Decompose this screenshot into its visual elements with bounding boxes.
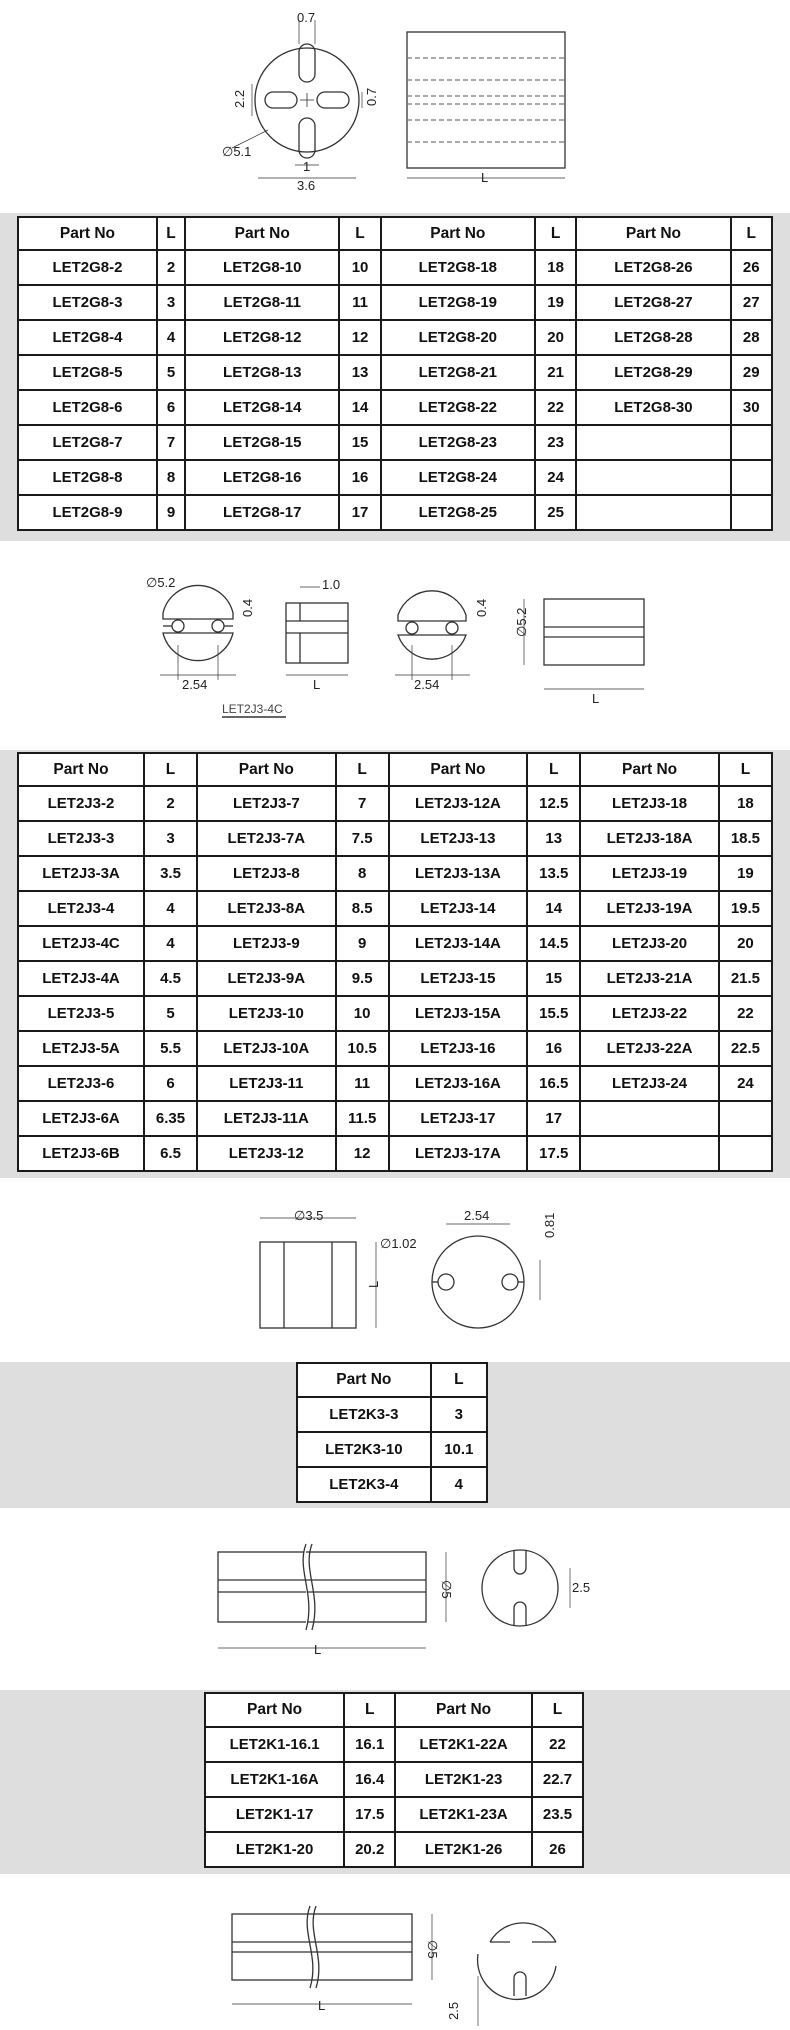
cell-length: 22: [535, 390, 576, 425]
let2g8-side-view: [407, 32, 565, 168]
cell-length: 4: [144, 891, 197, 926]
cell-length: 18: [719, 786, 772, 821]
cell-part-no: LET2G8-22: [381, 390, 535, 425]
let2k1-table: [204, 1692, 584, 1868]
cell-length: 3.5: [144, 856, 197, 891]
table-row: [205, 1727, 583, 1762]
cell-part-no: LET2G8-23: [381, 425, 535, 460]
cell-part-no: LET2J3-16A: [389, 1066, 528, 1101]
dim-slot-width: 0.7: [297, 10, 316, 25]
cell-part-no: LET2J3-6: [18, 1066, 144, 1101]
let2k3-end-view: [432, 1236, 524, 1328]
cell-length: 20.2: [344, 1832, 395, 1867]
cell-part-no: LET2K1-16A: [205, 1762, 344, 1797]
cell-part-no: LET2J3-12: [197, 1136, 336, 1171]
cell-part-no: LET2J3-16: [389, 1031, 528, 1066]
cell-length: 23: [535, 425, 576, 460]
cell-length: 14: [527, 891, 580, 926]
cell-length: 21: [535, 355, 576, 390]
table-row: [18, 1031, 772, 1066]
cell-length: 19.5: [719, 891, 772, 926]
cell-length: [731, 495, 773, 530]
cell-length: 19: [719, 856, 772, 891]
cell-part-no: LET2K3-4: [297, 1467, 431, 1502]
cell-part-no: LET2J3-14: [389, 891, 528, 926]
cell-part-no: LET2G8-20: [381, 320, 535, 355]
cell-length: 10.1: [431, 1432, 487, 1467]
cell-part-no: LET2J3-4: [18, 891, 144, 926]
column-header-part-no: Part No: [389, 753, 528, 786]
cell-part-no: LET2J3-22: [580, 996, 719, 1031]
table-row: [205, 1762, 583, 1797]
column-header-length: L: [535, 217, 576, 250]
dim-length: L: [481, 170, 489, 185]
cell-part-no: LET2J3-11: [197, 1066, 336, 1101]
cell-length: [731, 425, 773, 460]
cell-length: 5: [157, 355, 185, 390]
dim-diameter: ∅5: [439, 1580, 454, 1599]
table-row: [18, 996, 772, 1031]
cell-part-no: LET2G8-21: [381, 355, 535, 390]
cell-length: 18: [535, 250, 576, 285]
cell-length: 3: [144, 821, 197, 856]
column-header-part-no: Part No: [205, 1693, 344, 1727]
cell-part-no: LET2K1-17: [205, 1797, 344, 1832]
cell-part-no: LET2J3-13: [389, 821, 528, 856]
cell-part-no: LET2J3-7A: [197, 821, 336, 856]
let2k3-side-view: [260, 1242, 356, 1328]
table-row: [297, 1432, 487, 1467]
cell-length: 30: [731, 390, 773, 425]
dim-web: 1: [303, 159, 311, 174]
dim-diameter: ∅5.2: [146, 575, 176, 590]
cell-length: 4: [157, 320, 185, 355]
cell-part-no: LET2J3-14A: [389, 926, 528, 961]
dim-slot-height: 2.2: [232, 89, 247, 108]
cell-part-no: LET2J3-5: [18, 996, 144, 1031]
cell-part-no: LET2J3-7: [197, 786, 336, 821]
dim-pitch: 2.5: [446, 2001, 461, 2020]
cell-length: 21.5: [719, 961, 772, 996]
cell-part-no: LET2J3-5A: [18, 1031, 144, 1066]
column-header-part-no: Part No: [576, 217, 730, 250]
column-header-length: L: [532, 1693, 583, 1727]
table-row: [18, 495, 772, 530]
cell-length: 26: [532, 1832, 583, 1867]
cell-part-no: LET2G8-19: [381, 285, 535, 320]
cell-part-no: LET2J3-20: [580, 926, 719, 961]
cell-part-no: LET2J3-2: [18, 786, 144, 821]
dim-length: L: [314, 1642, 322, 1657]
table-row: [18, 285, 772, 320]
cell-length: 8.5: [336, 891, 389, 926]
cell-length: 4: [431, 1467, 487, 1502]
cell-part-no: LET2J3-9A: [197, 961, 336, 996]
cell-length: 20: [535, 320, 576, 355]
cell-length: 11.5: [336, 1101, 389, 1136]
cell-length: 15: [527, 961, 580, 996]
cell-part-no: LET2J3-9: [197, 926, 336, 961]
table-row: [18, 961, 772, 996]
cell-length: 14.5: [527, 926, 580, 961]
table-row: [18, 1136, 772, 1171]
cell-part-no: LET2J3-13A: [389, 856, 528, 891]
column-header-length: L: [336, 753, 389, 786]
cell-part-no: LET2K1-23A: [395, 1797, 532, 1832]
table-row: [18, 856, 772, 891]
dim-diameter: ∅5: [425, 1940, 440, 1959]
cell-length: 16: [527, 1031, 580, 1066]
cell-part-no: LET2J3-15A: [389, 996, 528, 1031]
let2k1-end-view: [482, 1550, 558, 1626]
cell-length: 13: [339, 355, 380, 390]
cell-length: [731, 460, 773, 495]
cell-length: 6.5: [144, 1136, 197, 1171]
dim-pitch: 2.54: [182, 677, 208, 692]
cell-length: 12: [336, 1136, 389, 1171]
cell-part-no: LET2G8-13: [185, 355, 339, 390]
cell-part-no: LET2J3-4C: [18, 926, 144, 961]
dim-diameter: ∅5.1: [222, 144, 252, 159]
table-row: [18, 926, 772, 961]
cell-part-no: LET2J3-10A: [197, 1031, 336, 1066]
column-header-length: L: [144, 753, 197, 786]
column-header-length: L: [339, 217, 380, 250]
dim-width: 3.6: [297, 178, 316, 193]
cell-length: 8: [157, 460, 185, 495]
cell-length: 23.5: [532, 1797, 583, 1832]
table-header-row: [297, 1363, 487, 1397]
cell-part-no: [580, 1136, 719, 1171]
cell-length: 7: [336, 786, 389, 821]
dim-diameter: ∅5.2: [514, 607, 529, 637]
cell-part-no: LET2J3-22A: [580, 1031, 719, 1066]
cell-length: 14: [339, 390, 380, 425]
cell-length: 17: [527, 1101, 580, 1136]
cell-length: 24: [719, 1066, 772, 1101]
column-header-length: L: [344, 1693, 395, 1727]
table-row: [18, 786, 772, 821]
cell-part-no: LET2J3-19A: [580, 891, 719, 926]
table-row: [18, 891, 772, 926]
cell-part-no: LET2G8-25: [381, 495, 535, 530]
cell-part-no: LET2G8-12: [185, 320, 339, 355]
table-row: [18, 821, 772, 856]
cell-length: [719, 1101, 772, 1136]
cell-length: 5.5: [144, 1031, 197, 1066]
cell-length: 4.5: [144, 961, 197, 996]
cell-length: 5: [144, 996, 197, 1031]
cell-part-no: LET2G8-30: [576, 390, 730, 425]
dim-pitch: 2.54: [464, 1208, 490, 1223]
cell-part-no: LET2G8-15: [185, 425, 339, 460]
dim-slot-r: 0.7: [364, 87, 379, 106]
cell-length: 19: [535, 285, 576, 320]
cell-length: 6: [157, 390, 185, 425]
table-row: [18, 355, 772, 390]
cell-part-no: LET2J3-4A: [18, 961, 144, 996]
cell-length: 15: [339, 425, 380, 460]
cell-length: 22.7: [532, 1762, 583, 1797]
column-header-length: L: [719, 753, 772, 786]
dim-pitch: 2.54: [414, 677, 440, 692]
cell-length: 22.5: [719, 1031, 772, 1066]
dim-length: L: [592, 691, 600, 706]
final-side-view: [232, 1914, 412, 1980]
table-header-row: [18, 753, 772, 786]
final-end-view: [490, 1923, 556, 1942]
let2k3-drawing: [0, 1200, 790, 1340]
cell-length: 16.4: [344, 1762, 395, 1797]
cell-part-no: LET2G8-9: [18, 495, 157, 530]
dim-pitch: 2.5: [572, 1580, 591, 1595]
cell-length: 22: [532, 1727, 583, 1762]
cell-length: [719, 1136, 772, 1171]
table-row: [18, 390, 772, 425]
cell-part-no: [576, 460, 730, 495]
cell-length: 10: [339, 250, 380, 285]
table-row: [297, 1467, 487, 1502]
cell-part-no: LET2J3-18: [580, 786, 719, 821]
table-header-row: [205, 1693, 583, 1727]
dim-gap: 0.81: [542, 1212, 557, 1238]
cell-part-no: LET2K3-3: [297, 1397, 431, 1432]
let2k1-side-view: [218, 1552, 426, 1622]
cell-length: 11: [339, 285, 380, 320]
column-header-length: L: [431, 1363, 487, 1397]
column-header-part-no: Part No: [197, 753, 336, 786]
cell-length: 9.5: [336, 961, 389, 996]
table-row: [297, 1397, 487, 1432]
cell-part-no: [580, 1101, 719, 1136]
cell-part-no: LET2G8-11: [185, 285, 339, 320]
cell-part-no: LET2K1-16.1: [205, 1727, 344, 1762]
cell-length: 7.5: [336, 821, 389, 856]
cell-length: 26: [731, 250, 773, 285]
table-header-row: [18, 217, 772, 250]
cell-length: 18.5: [719, 821, 772, 856]
cell-length: 16.5: [527, 1066, 580, 1101]
column-header-part-no: Part No: [18, 217, 157, 250]
cell-length: 6.35: [144, 1101, 197, 1136]
cell-part-no: [576, 495, 730, 530]
cell-part-no: LET2G8-17: [185, 495, 339, 530]
cell-part-no: LET2K1-23: [395, 1762, 532, 1797]
cell-part-no: LET2J3-17A: [389, 1136, 528, 1171]
cell-part-no: LET2J3-6A: [18, 1101, 144, 1136]
cell-part-no: LET2K3-10: [297, 1432, 431, 1467]
cell-part-no: LET2G8-5: [18, 355, 157, 390]
cell-part-no: LET2K1-20: [205, 1832, 344, 1867]
table-row: [205, 1832, 583, 1867]
cell-length: 8: [336, 856, 389, 891]
dim-length: L: [366, 1280, 381, 1288]
cell-part-no: LET2J3-15: [389, 961, 528, 996]
cell-part-no: LET2K1-22A: [395, 1727, 532, 1762]
let2g8-drawing: [0, 0, 790, 205]
dim-hole: ∅1.02: [380, 1236, 417, 1251]
cell-part-no: LET2G8-18: [381, 250, 535, 285]
column-header-part-no: Part No: [18, 753, 144, 786]
column-header-part-no: Part No: [381, 217, 535, 250]
final-drawing: [0, 1896, 790, 2030]
let2j3-drawing: [0, 565, 790, 725]
cell-part-no: LET2G8-27: [576, 285, 730, 320]
let2g8-table: [17, 216, 773, 531]
cell-part-no: LET2J3-8A: [197, 891, 336, 926]
cell-length: 25: [535, 495, 576, 530]
dim-diameter: ∅3.5: [294, 1208, 324, 1223]
cell-length: 15.5: [527, 996, 580, 1031]
cell-length: 12: [339, 320, 380, 355]
column-header-length: L: [731, 217, 773, 250]
cell-length: 7: [157, 425, 185, 460]
column-header-part-no: Part No: [580, 753, 719, 786]
cell-length: 17.5: [527, 1136, 580, 1171]
cell-part-no: LET2G8-2: [18, 250, 157, 285]
cell-length: 28: [731, 320, 773, 355]
cell-length: 13: [527, 821, 580, 856]
cell-length: 16: [339, 460, 380, 495]
dim-gap: 0.4: [474, 598, 489, 617]
cell-length: 3: [431, 1397, 487, 1432]
dim-length: L: [313, 677, 321, 692]
let2j3-table: [17, 752, 773, 1172]
cell-part-no: LET2J3-18A: [580, 821, 719, 856]
dim-length: L: [318, 1998, 326, 2013]
cell-length: 11: [336, 1066, 389, 1101]
table-row: [205, 1797, 583, 1832]
cell-length: 9: [336, 926, 389, 961]
cell-part-no: LET2G8-4: [18, 320, 157, 355]
table-row: [18, 425, 772, 460]
cell-length: 17.5: [344, 1797, 395, 1832]
cell-length: 16.1: [344, 1727, 395, 1762]
cell-length: 9: [157, 495, 185, 530]
cell-part-no: LET2G8-24: [381, 460, 535, 495]
cell-length: 22: [719, 996, 772, 1031]
cell-length: 10.5: [336, 1031, 389, 1066]
column-header-part-no: Part No: [395, 1693, 532, 1727]
cell-length: 20: [719, 926, 772, 961]
table-row: [18, 250, 772, 285]
cell-part-no: LET2K1-26: [395, 1832, 532, 1867]
cell-length: 10: [336, 996, 389, 1031]
cell-part-no: LET2G8-29: [576, 355, 730, 390]
column-header-part-no: Part No: [297, 1363, 431, 1397]
column-header-length: L: [527, 753, 580, 786]
drawing-caption: LET2J3-4C: [222, 702, 283, 716]
cell-part-no: LET2J3-6B: [18, 1136, 144, 1171]
cell-part-no: LET2J3-17: [389, 1101, 528, 1136]
let2j3-side-view-b: [544, 599, 644, 665]
cell-part-no: LET2G8-6: [18, 390, 157, 425]
cell-part-no: LET2G8-14: [185, 390, 339, 425]
let2k1-drawing: [0, 1530, 790, 1670]
cell-part-no: LET2G8-28: [576, 320, 730, 355]
cell-part-no: LET2J3-3A: [18, 856, 144, 891]
cell-part-no: LET2G8-7: [18, 425, 157, 460]
column-header-part-no: Part No: [185, 217, 339, 250]
column-header-length: L: [157, 217, 185, 250]
cell-part-no: LET2G8-3: [18, 285, 157, 320]
let2k3-table: [296, 1362, 488, 1503]
cell-part-no: LET2G8-10: [185, 250, 339, 285]
cell-part-no: [576, 425, 730, 460]
cell-length: 3: [157, 285, 185, 320]
cell-part-no: LET2G8-26: [576, 250, 730, 285]
cell-length: 24: [535, 460, 576, 495]
dim-flat: 1.0: [322, 577, 341, 592]
cell-length: 12.5: [527, 786, 580, 821]
cell-length: 4: [144, 926, 197, 961]
cell-part-no: LET2J3-8: [197, 856, 336, 891]
cell-part-no: LET2J3-21A: [580, 961, 719, 996]
let2j3-end-view-a: [163, 585, 233, 619]
cell-length: 29: [731, 355, 773, 390]
cell-part-no: LET2G8-16: [185, 460, 339, 495]
cell-part-no: LET2G8-8: [18, 460, 157, 495]
cell-part-no: LET2J3-3: [18, 821, 144, 856]
let2j3-end-view-b: [398, 591, 466, 621]
cell-length: 27: [731, 285, 773, 320]
cell-part-no: LET2J3-11A: [197, 1101, 336, 1136]
cell-part-no: LET2J3-24: [580, 1066, 719, 1101]
table-row: [18, 320, 772, 355]
cell-part-no: LET2J3-10: [197, 996, 336, 1031]
table-row: [18, 460, 772, 495]
cell-part-no: LET2J3-19: [580, 856, 719, 891]
cell-part-no: LET2J3-12A: [389, 786, 528, 821]
cell-length: 17: [339, 495, 380, 530]
cell-length: 2: [144, 786, 197, 821]
cell-length: 13.5: [527, 856, 580, 891]
table-row: [18, 1101, 772, 1136]
dim-gap: 0.4: [240, 598, 255, 617]
cell-length: 2: [157, 250, 185, 285]
cell-length: 6: [144, 1066, 197, 1101]
table-row: [18, 1066, 772, 1101]
